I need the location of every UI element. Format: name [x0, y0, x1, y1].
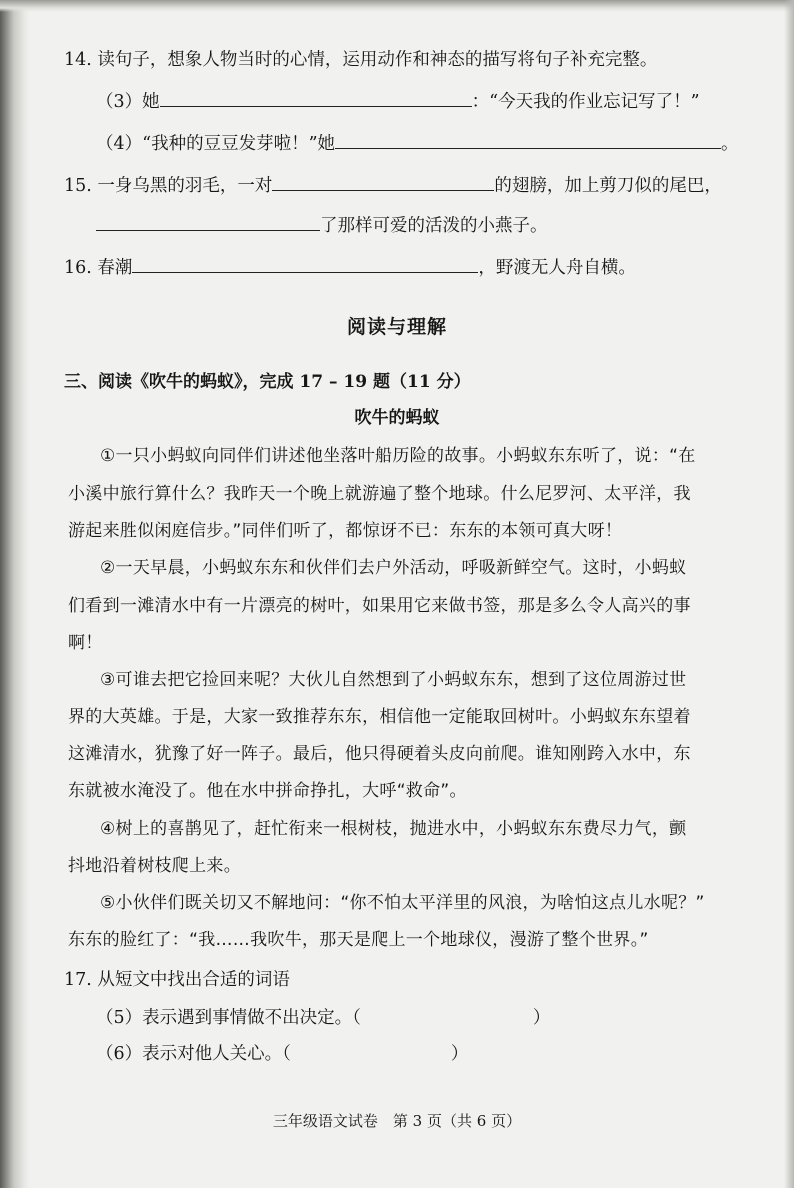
passage-p2-line3: 啊！	[68, 633, 103, 653]
q16-suffix: ，野渡无人舟自横。	[478, 258, 636, 278]
passage-p4-line1: ④树上的喜鹊见了，赶忙衔来一根树枝，抛进水中，小蚂蚁东东费尽力气，颤	[100, 819, 687, 839]
q15-line2	[96, 214, 548, 238]
q17-item5	[96, 1006, 550, 1030]
passage-p3-line1: ③可谁去把它捡回来呢？大伙儿自然想到了小蚂蚁东东，想到了这位周游过世	[100, 670, 687, 690]
q14-item3-answer-blank[interactable]	[160, 90, 472, 107]
q17-item5-text: （5）表示遇到事情做不出决定。（	[96, 1008, 361, 1028]
passage-p2-line1: ②一天早晨，小蚂蚁东东和伙伴们去户外活动，呼吸新鲜空气。这时，小蚂蚁	[100, 558, 687, 578]
passage-p3-line4: 东就被水淹没了。他在水中拼命挣扎，大呼“救命”。	[68, 781, 467, 801]
q17-item6-text: （6）表示对他人关心。（	[96, 1044, 291, 1064]
q14-item4-prefix: （4）“我种的豆豆发芽啦！”她	[96, 134, 336, 154]
q14-item3-suffix: ：“今天我的作业忘记写了！”	[471, 92, 700, 112]
page-footer: 三年级语文试卷 第 3 页（共 6 页）	[272, 1112, 522, 1130]
q15-blank-2[interactable]	[96, 214, 320, 231]
q15-line1-suffix: 的翅膀，加上剪刀似的尾巴，	[494, 176, 722, 196]
scan-shadow-top	[0, 0, 794, 12]
passage-p4-line2: 抖地沿着树枝爬上来。	[68, 856, 241, 876]
q14-item4-answer-blank[interactable]	[335, 132, 721, 149]
q15-line2-suffix: 了那样可爱的活泼的小燕子。	[320, 216, 548, 236]
section-title: 阅读与理解	[346, 316, 447, 338]
q17-item5-close-paren: ）	[532, 1008, 551, 1028]
passage-p2-line2: 们看到一滩清水中有一片漂亮的树叶，如果用它来做书签，那是多么令人高兴的事	[68, 596, 691, 616]
q17-item6-close-paren: ）	[450, 1044, 469, 1064]
q17-stem: 17. 从短文中找出合适的词语	[64, 970, 290, 990]
q16	[64, 256, 636, 280]
passage-p1-line3: 游起来胜似闲庭信步。”同伴们听了，都惊讶不已：东东的本领可真大呀！	[68, 521, 623, 541]
q15-line1-prefix: 15. 一身乌黑的羽毛，一对	[64, 176, 273, 196]
passage-p3-line3: 这滩清水，犹豫了好一阵子。最后，他只得硬着头皮向前爬。谁知刚跨入水中，东	[68, 744, 691, 764]
q14-item3-prefix: （3）她	[96, 92, 160, 112]
q14-item4	[96, 132, 739, 156]
q15-blank-1[interactable]	[272, 174, 494, 191]
q15-line1	[64, 174, 722, 198]
passage-p1-line1: ①一只小蚂蚁向同伴们讲述他坐落叶船历险的故事。小蚂蚁东东听了，说：“在	[100, 446, 696, 466]
passage-title: 吹牛的蚂蚁	[354, 408, 440, 428]
passage-p1-line2: 小溪中旅行算什么？我昨天一个晚上就游遍了整个地球。什么尼罗河、太平洋，我	[68, 484, 691, 504]
scan-shadow-left	[0, 0, 30, 1188]
q14-stem: 14. 读句子，想象人物当时的心情，运用动作和神态的描写将句子补充完整。	[64, 50, 658, 70]
q17-item6	[96, 1042, 468, 1066]
passage-p3-line2: 界的大英雄。于是，大家一致推荐东东，相信他一定能取回树叶。小蚂蚁东东望着	[68, 707, 691, 727]
q16-prefix: 16. 春潮	[64, 258, 133, 278]
q14-item3	[96, 90, 700, 114]
scan-shadow-right	[784, 0, 794, 1188]
passage-p5-line2: 东东的脸红了：“我……我吹牛，那天是爬上一个地球仪，漫游了整个世界。”	[68, 930, 649, 950]
q16-answer-blank[interactable]	[132, 256, 478, 273]
q14-item4-suffix: 。	[721, 134, 739, 154]
passage-p5-line1: ⑤小伙伴们既关切又不解地问：“你不怕太平洋里的风浪，为啥怕这点儿水呢？”	[100, 893, 705, 913]
section-heading: 三、阅读《吹牛的蚂蚁》，完成 17 – 19 题（11 分）	[64, 372, 471, 392]
